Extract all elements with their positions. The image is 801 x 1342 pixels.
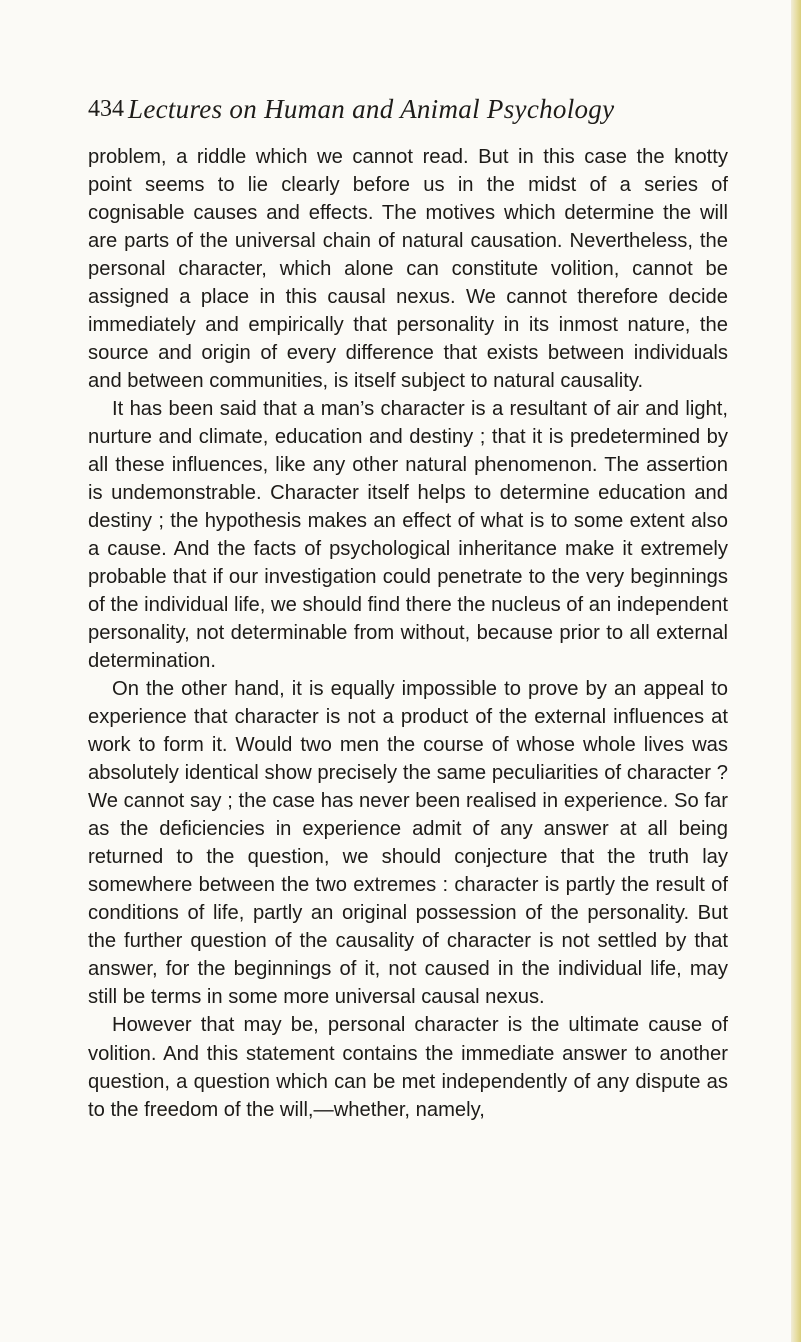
body-text (88, 143, 728, 1124)
paragraph: problem, a riddle which we cannot read. But in this case the knotty point seems to lie clearly before us in the midst of a series of cognisable causes and effects. The motives which determine the will are parts of the universal chain of natural causation. Nevertheless, the personal character, which alone can constitute volition, cannot be assigned a place in this causal nexus. We cannot therefore decide immediately and empirically that personality in its inmost nature, the source and origin of every difference that exists between individuals and between communities, is itself subject to natural causality. (88, 146, 728, 393)
running-title: Lectures on Human and Animal Psychology (128, 94, 615, 124)
page-number: 434 (88, 96, 124, 122)
page-header (88, 94, 728, 128)
paragraph: It has been said that a man’s character is a resultant of air and light, nurture and climate, education and destiny ; that it is predetermined by all these influences, like any other natural phenomenon. The assertion is undemonstrable. Character itself helps to determine education and destiny ; the hypothesis makes an effect of what is to some extent also a cause. And the facts of psychological inheritance make it extremely probable that if our investigation could penetrate to the very beginnings of the individual life, we should find there the nucleus of an independent personality, not determinable from without, because prior to all external determination. (88, 398, 728, 673)
paragraph: However that may be, personal character is the ultimate cause of volition. And this statement contains the immediate answer to another question, a question which can be met independently of any dispute as to the freedom of the will,—whether, namely, (88, 1014, 728, 1121)
paragraph: On the other hand, it is equally impossible to prove by an appeal to experience that character is not a product of the external influences at work to form it. Would two men the course of whose whole lives was absolutely identical show precisely the same peculiarities of character ? We cannot say ; the case has never been realised in experience. So far as the deficiencies in experience admit of any answer at all being returned to the question, we should conjecture that the truth lay somewhere between the two extremes : character is partly the result of conditions of life, partly an original possession of the personality. But the further question of the causality of character is not settled by that answer, for the beginnings of it, not caused in the individual life, may still be terms in some more universal causal nexus. (88, 678, 728, 1009)
page-edge (791, 0, 801, 1342)
